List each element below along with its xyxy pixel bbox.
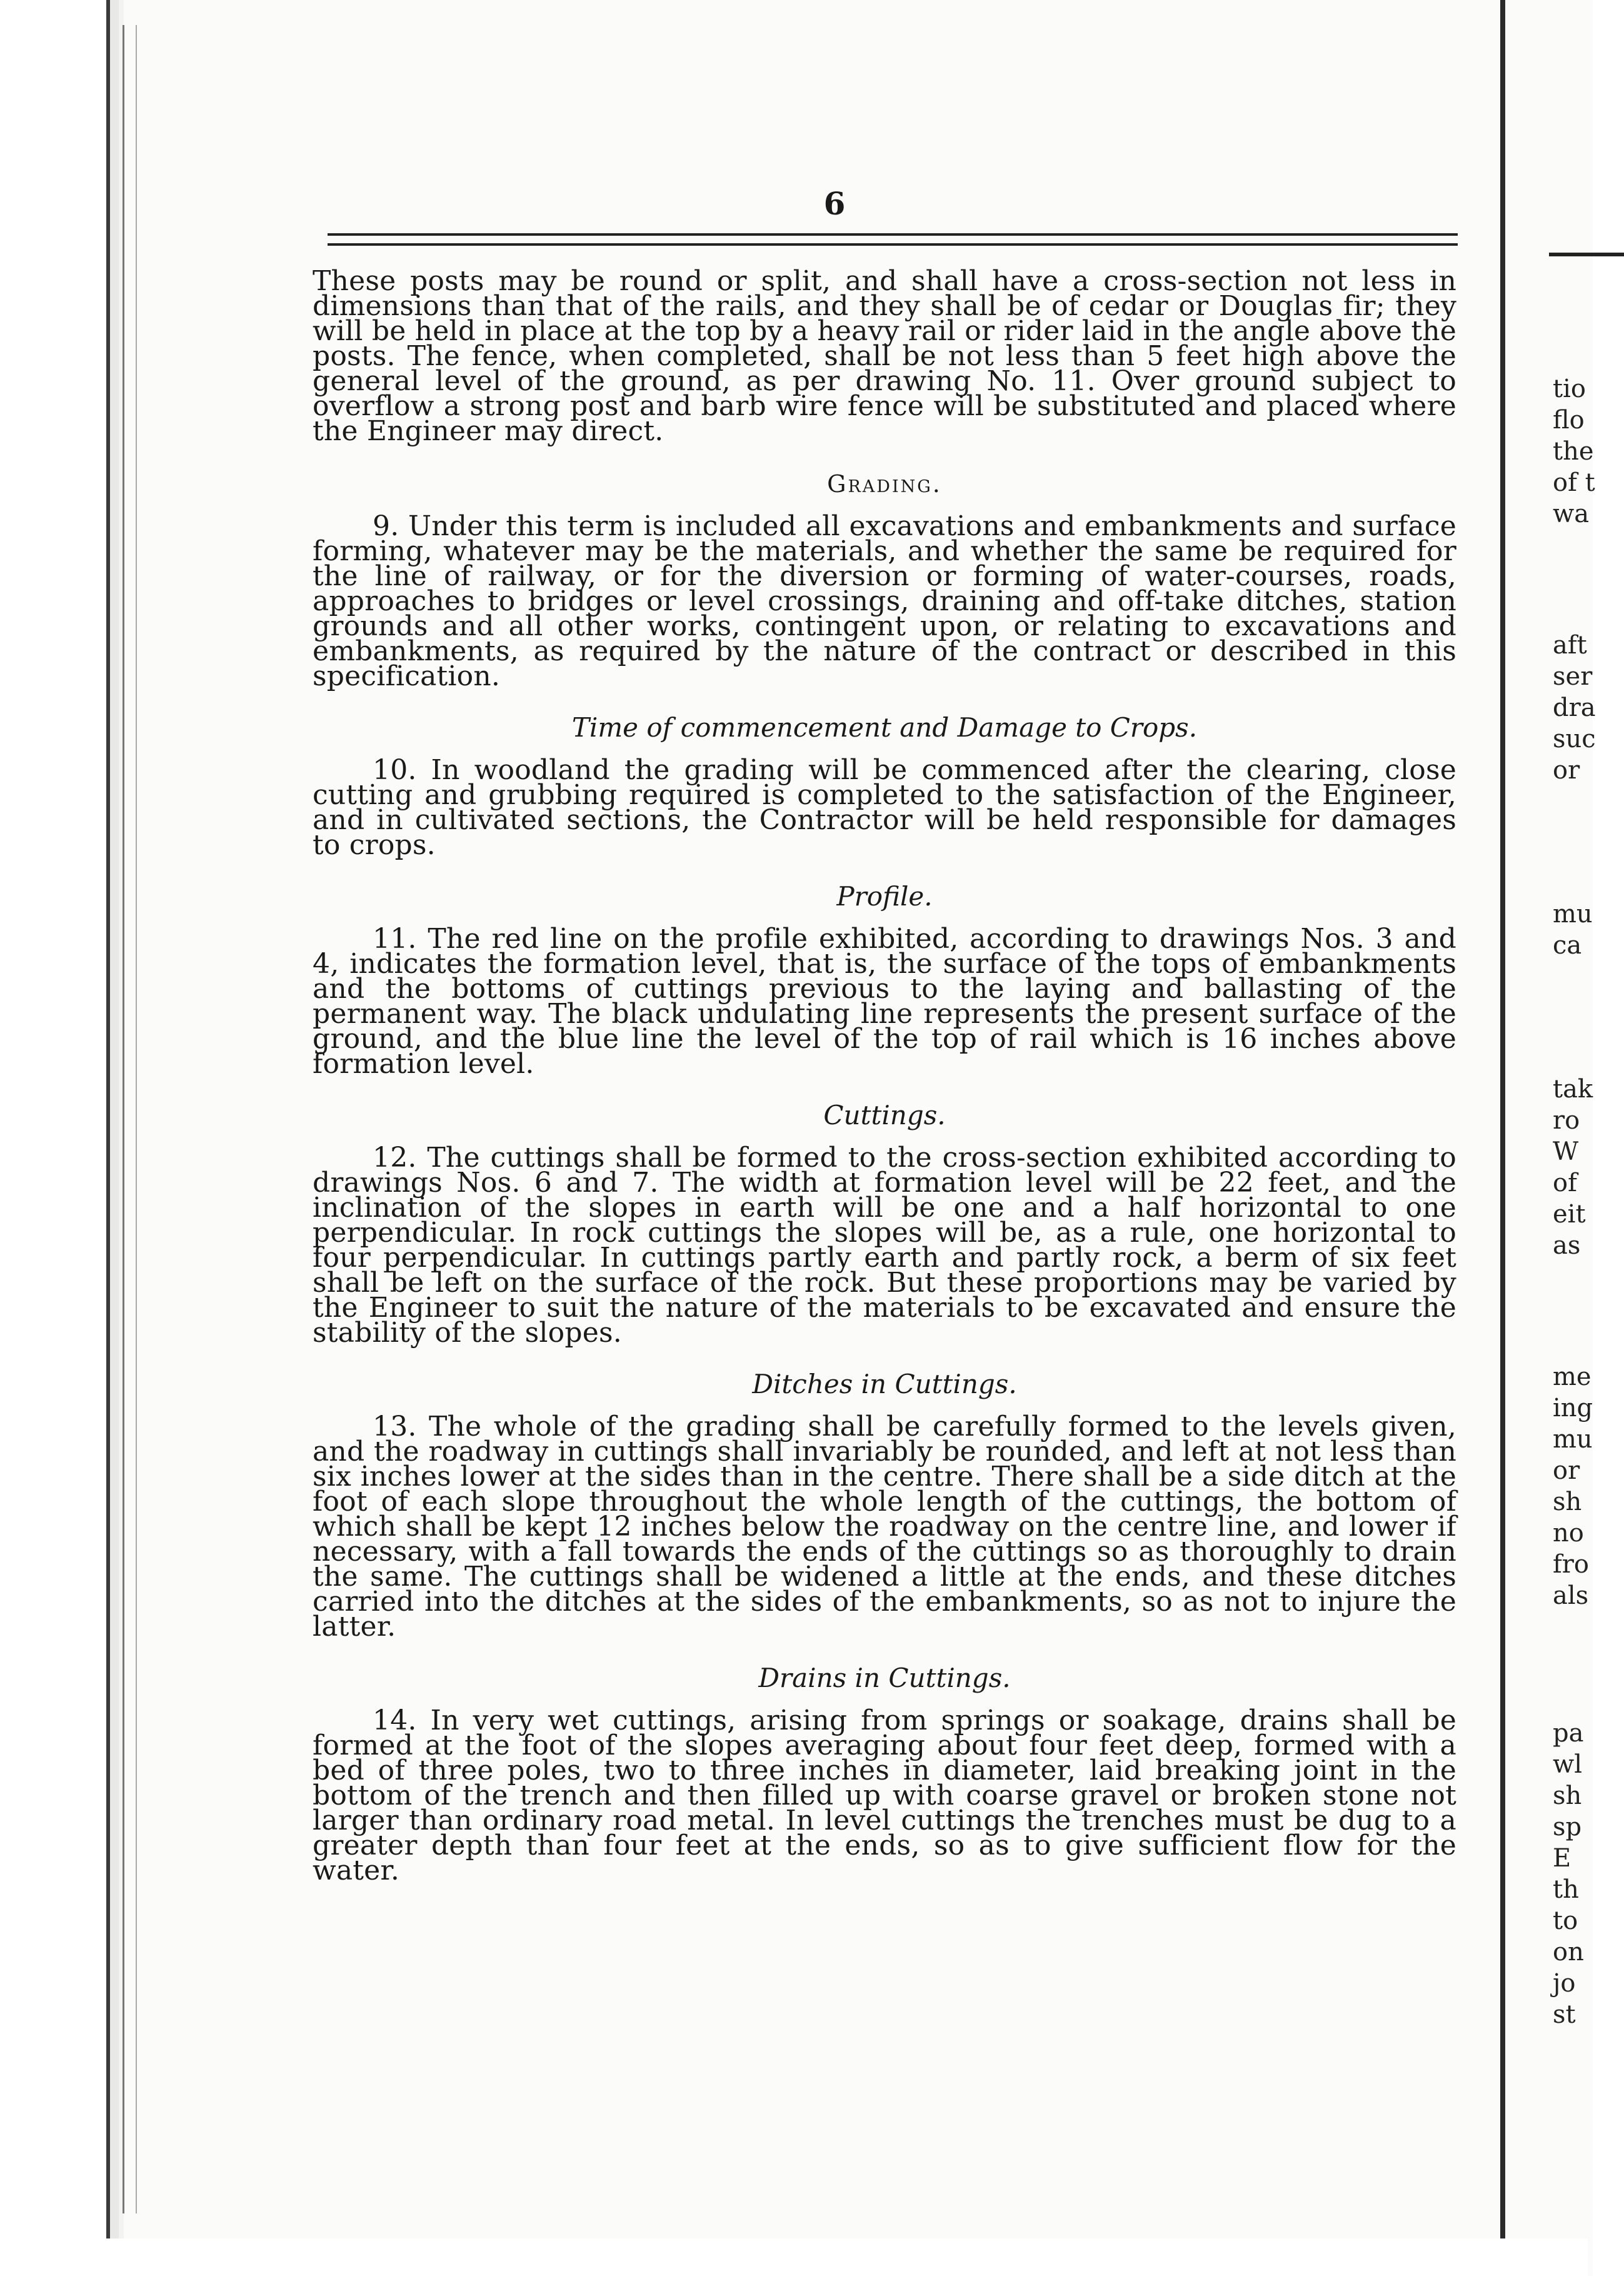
section-heading-time-of-commencement: Time of commencement and Damage to Crops. <box>571 712 1198 743</box>
section-heading-profile: Profile. <box>836 881 933 912</box>
adjacent-fragment: or <box>1553 1456 1580 1485</box>
adjacent-fragment: on <box>1553 1938 1584 1966</box>
adjacent-fragment: sh <box>1553 1781 1582 1810</box>
paragraph-11: 11. The red line on the profile exhibited, according to drawings Nos. 3 and 4, indicates the formation level, that is, the surface of the tops of embankments and the bottoms of cuttings previous to the laying and ballasting of the permanent way. The black undulating line represents the present surface of the ground, and the blue line the level of the top of rail which is 16 inches above formation level. <box>313 923 1456 1080</box>
adjacent-fragment: of <box>1553 1169 1577 1197</box>
section-heading-drains-in-cuttings: Drains in Cuttings. <box>758 1663 1011 1693</box>
adjacent-fragment: ing <box>1553 1394 1593 1422</box>
section-heading-ditches-in-cuttings: Ditches in Cuttings. <box>752 1369 1017 1399</box>
adjacent-page-rule <box>1549 253 1624 256</box>
adjacent-fragment: pa <box>1553 1719 1584 1748</box>
adjacent-fragment: ser <box>1553 662 1593 691</box>
adjacent-fragment: W <box>1553 1137 1579 1166</box>
scan-bottom-margin <box>0 2238 1588 2276</box>
adjacent-fragment: ro <box>1553 1106 1580 1135</box>
adjacent-page-edge <box>1500 0 1596 2276</box>
adjacent-fragment: sp <box>1553 1813 1582 1841</box>
adjacent-fragment: dra <box>1553 693 1596 722</box>
paragraph-14: 14. In very wet cuttings, arising from springs or soakage, drains shall be formed at the foot of the slopes averaging about four feet deep, formed with a bed of three poles, two to three inches in diameter, laid breaking joint in the bottom of the trench and then filled up with coarse gravel or broken stone not larger than ordinary road metal. In level cuttings the trenches must be dug to a greater depth than four feet at the ends, so as to give sufficient flow for the water. <box>313 1704 1456 1886</box>
adjacent-fragment: flo <box>1553 406 1585 435</box>
page-number: 6 <box>823 185 846 222</box>
adjacent-fragment: as <box>1553 1231 1581 1260</box>
adjacent-fragment: wa <box>1553 500 1590 528</box>
adjacent-fragment: E <box>1553 1844 1571 1873</box>
adjacent-fragment: jo <box>1553 1969 1576 1998</box>
adjacent-fragment: no <box>1553 1519 1584 1548</box>
adjacent-fragment: eit <box>1553 1200 1586 1229</box>
adjacent-fragment: st <box>1553 2000 1576 2029</box>
paragraph-13: 13. The whole of the grading shall be carefully formed to the levels given, and the roadway in cuttings shall invariably be rounded, and left at not less than six inches lower at the sides than in the centre. There shall be a side ditch at the foot of each slope throughout the whole length of the cuttings, the bottom of which shall be kept 12 inches below the roadway on the centre line, and lower if necessary, with a fall towards the ends of the cuttings so as thoroughly to drain the same. The cuttings shall be widened a little at the ends, and these ditches carried into the ditches at the sides of the embankments, so as not to injure the latter. <box>313 1411 1456 1643</box>
adjacent-fragment: ca <box>1553 931 1582 960</box>
adjacent-fragment: fro <box>1553 1550 1590 1579</box>
adjacent-fragment: mu <box>1553 900 1593 929</box>
adjacent-fragment: to <box>1553 1906 1578 1935</box>
adjacent-fragment: tak <box>1553 1075 1593 1104</box>
header-double-rule <box>328 233 1458 246</box>
paragraph-12: 12. The cuttings shall be formed to the cross-section exhibited according to drawings Nos. 6 and 7. The width at formation level will be 22 feet, and the inclination of the slopes in earth will be one and a half horizontal to one perpendicular. In rock cuttings the slopes will be, as a rule, one horizontal to four perpendicular. In cuttings partly earth and partly rock, a berm of six feet shall be left on the surface of the rock. But these proportions may be varied by the Engineer to suit the nature of the materials to be excavated and ensure the stability of the slopes. <box>313 1142 1456 1349</box>
paragraph-8-continued: These posts may be round or split, and shall have a cross-section not less in dimensions than that of the rails, and they shall be of cedar or Douglas fir; they will be held in place at the top by a heavy rail or rider laid in the angle above the posts. The fence, when completed, shall be not less than 5 feet high above the general level of the ground, as per drawing No. 11. Over ground subject to overflow a strong post and barb wire fence will be substituted and placed where the Engineer may direct. <box>313 265 1456 447</box>
adjacent-fragment: me <box>1553 1362 1591 1391</box>
body-text <box>313 265 1456 1886</box>
adjacent-fragment: als <box>1553 1581 1589 1610</box>
section-heading-grading: Grading. <box>827 470 942 498</box>
adjacent-fragment: wl <box>1553 1750 1583 1779</box>
page-binding-edges <box>123 25 137 2213</box>
adjacent-fragment: th <box>1553 1875 1579 1904</box>
adjacent-fragment: suc <box>1553 725 1596 753</box>
adjacent-fragment: mu <box>1553 1425 1593 1454</box>
adjacent-fragment: of t <box>1553 468 1595 497</box>
adjacent-fragment: aft <box>1553 631 1587 660</box>
paragraph-10: 10. In woodland the grading will be commenced after the clearing, close cutting and grubbing required is completed to the satisfaction of the Engineer, and in cultivated sections, the Contractor will be held responsible for damages to crops. <box>313 754 1456 861</box>
adjacent-fragment: the <box>1553 437 1594 466</box>
section-heading-cuttings: Cuttings. <box>823 1100 946 1130</box>
adjacent-fragment: or <box>1553 756 1580 785</box>
paragraph-9: 9. Under this term is included all excavations and embankments and surface forming, whatever may be the materials, and whether the same be required for the line of railway, or for the diversion or forming of water-courses, roads, approaches to bridges or level crossings, draining and off-take ditches, station grounds and all other works, contingent upon, or relating to excavations and embankments, as required by the nature of the contract or described in this specification. <box>313 510 1456 692</box>
adjacent-fragment: sh <box>1553 1488 1582 1516</box>
adjacent-fragment: tio <box>1553 375 1586 403</box>
